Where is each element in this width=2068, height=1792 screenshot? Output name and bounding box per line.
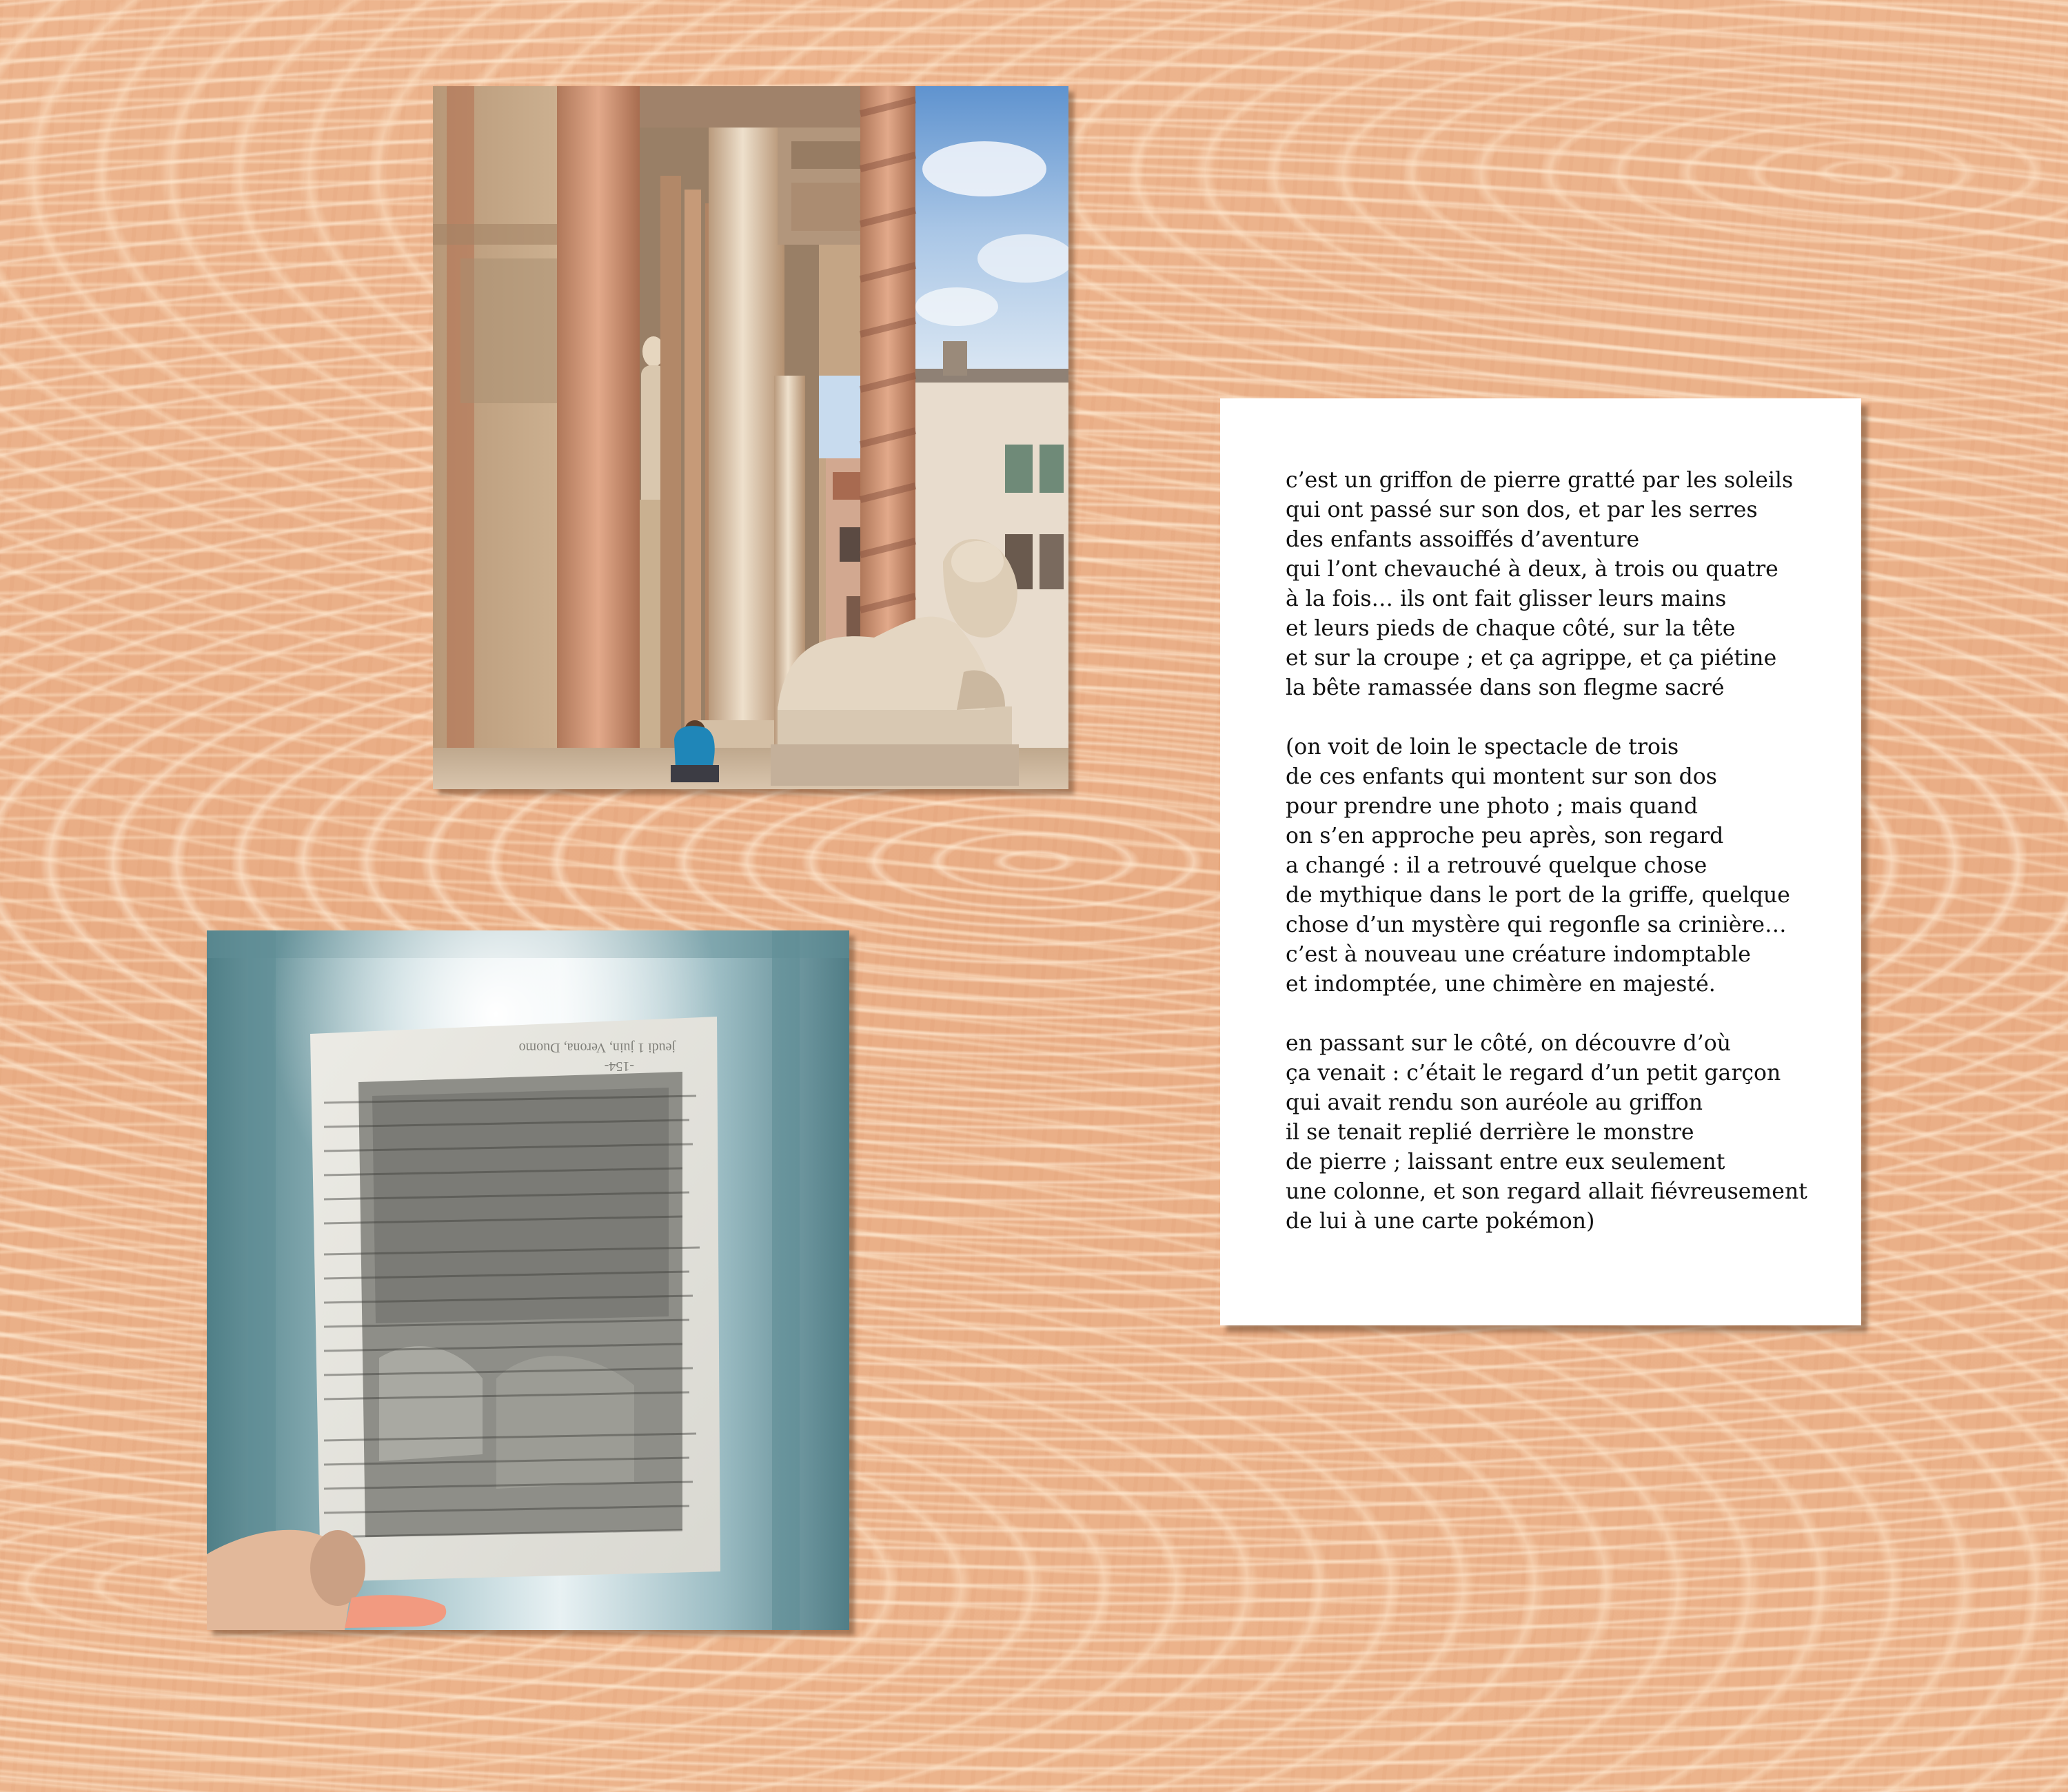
poem-line: de ces enfants qui montent sur son dos (1286, 764, 1717, 789)
poem-line: en passant sur le côté, on découvre d’où (1286, 1031, 1732, 1056)
held-print-photo (207, 930, 849, 1630)
poem-line: à la fois… ils ont fait glisser leurs mains (1286, 587, 1727, 611)
poem-line: qui ont passé sur son dos, et par les serres (1286, 498, 1758, 522)
poem-line: pour prendre une photo ; mais quand (1286, 794, 1699, 819)
poem-line: qui avait rendu son auréole au griffon (1286, 1090, 1703, 1115)
poem-line: c’est un griffon de pierre gratté par les soleils (1286, 468, 1794, 493)
poem-line: chose d’un mystère qui regonfle sa crinière… (1286, 913, 1787, 937)
poem-stanza-1 (1286, 466, 1820, 703)
poem-line: a changé : il a retrouvé quelque chose (1286, 853, 1707, 878)
poem-line: et leurs pieds de chaque côté, sur la tête (1286, 616, 1736, 641)
poem-line: qui l’ont chevauché à deux, à trois ou quatre (1286, 557, 1778, 582)
poem-line: ça venait : c’était le regard d’un petit garçon (1286, 1061, 1781, 1086)
poem-line: (on voit de loin le spectacle de trois (1286, 735, 1679, 760)
poem-stanza-3 (1286, 1029, 1820, 1236)
print-page-number: -154- (604, 1059, 634, 1074)
poem-line: de lui à une carte pokémon) (1286, 1209, 1595, 1234)
poem-line: c’est à nouveau une créature indomptable (1286, 942, 1751, 967)
poem-line: de pierre ; laissant entre eux seulement (1286, 1150, 1725, 1174)
poem-line: une colonne, et son regard allait fiévreusement (1286, 1179, 1807, 1204)
poem-line: et indomptée, une chimère en majesté. (1286, 972, 1716, 997)
poem-line: on s’en approche peu après, son regard (1286, 824, 1724, 848)
held-print-illustration (207, 930, 849, 1630)
portico-griffin-illustration (433, 86, 1068, 789)
poem-line: et sur la croupe ; et ça agrippe, et ça piétine (1286, 646, 1777, 671)
print-header-note: jeudi 1 juin, Verona, Duomo (518, 1040, 676, 1055)
poem-line: de mythique dans le port de la griffe, quelque (1286, 883, 1790, 908)
portico-griffin-photo (433, 86, 1068, 789)
poem-card (1220, 398, 1861, 1325)
poem-line: des enfants assoiffés d’aventure (1286, 527, 1640, 552)
poem-line: la bête ramassée dans son flegme sacré (1286, 675, 1725, 700)
poem-line: il se tenait replié derrière le monstre (1286, 1120, 1694, 1145)
poem-text (1286, 466, 1820, 1236)
poem-stanza-2 (1286, 733, 1820, 999)
